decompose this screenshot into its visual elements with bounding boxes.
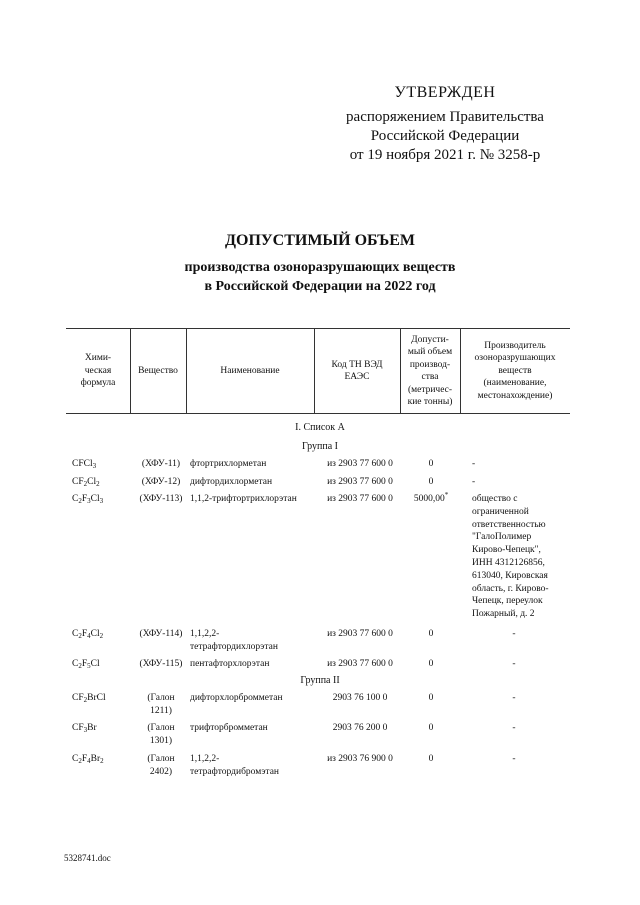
hs-code: из 2903 77 600 0 <box>327 477 393 487</box>
hs-code: из 2903 77 600 0 <box>327 659 393 669</box>
producer: - <box>472 459 476 469</box>
header-producer <box>460 329 570 413</box>
producer: - <box>512 629 516 639</box>
substance-name: 1,1,2-трифтортрихлорэтан <box>190 494 297 504</box>
substance-name: пентафторхлорэтан <box>190 659 270 669</box>
producer: - <box>512 693 516 703</box>
substance: (ХФУ-114) <box>139 629 183 639</box>
hs-code: из 2903 77 600 0 <box>327 494 393 504</box>
substance-name: дифторхлорбромметан <box>190 693 283 703</box>
header-name <box>186 329 314 413</box>
header-formula-text: Хими- ческая формула <box>80 353 116 389</box>
formula: $C_2F_5Cl$ <box>72 659 100 670</box>
hs-code: из 2903 76 900 0 <box>327 754 393 764</box>
header-name-text: Наименование <box>220 365 280 376</box>
document-subtitle-line-1: производства озоноразрушающих веществ <box>184 260 456 275</box>
volume: 5000,00* <box>413 490 449 504</box>
substance: (ХФУ-113) <box>139 494 183 504</box>
table-header <box>66 328 570 414</box>
substance-name: фтортрихлорметан <box>190 459 267 469</box>
producer: - <box>512 754 516 764</box>
volume-footnote-mark: * <box>444 490 449 499</box>
approval-line-3: от 19 ноября 2021 г. № 3258-р <box>349 147 541 163</box>
document-subtitle-line-2: в Российской Федерации на 2022 год <box>204 279 436 294</box>
file-name: 5328741.doc <box>64 853 111 863</box>
volume: 0 <box>428 477 434 487</box>
producer: общество с ограниченной ответственностью "ГалоПолимер Кирово-Чепецк", ИНН 4312126856, 613040, Кировская область, г. Кирово- Чепецк, переулок Пожарный, д. 2 <box>472 494 549 620</box>
substance: (ХФУ-11) <box>141 459 181 469</box>
approval-block <box>330 84 560 165</box>
header-code <box>314 329 400 413</box>
group-2-title: Группа II <box>300 675 340 686</box>
substance: (ХФУ-115) <box>139 659 183 669</box>
header-volume <box>400 329 460 413</box>
substance: (Галон 2402) <box>147 754 175 777</box>
header-code-text: Код ТН ВЭД ЕАЭС <box>331 359 383 382</box>
volume: 0 <box>428 723 434 733</box>
document-subtitle <box>0 258 640 296</box>
producer: - <box>512 723 516 733</box>
producer: - <box>472 477 476 487</box>
substance-name: 1,1,2,2- тетрафтордихлорэтан <box>190 629 278 652</box>
formula: $C_2F_4Cl_2$ <box>72 629 104 640</box>
header-producer-text: Производитель озоноразрушающих веществ (наименование, местонахождение) <box>474 340 556 401</box>
substance: (Галон 1211) <box>147 693 175 716</box>
hs-code: из 2903 77 600 0 <box>327 629 393 639</box>
list-title: I. Список А <box>295 422 345 433</box>
approval-line-2: Российской Федерации <box>370 128 520 144</box>
hs-code: 2903 76 100 0 <box>332 693 388 703</box>
header-substance-text: Вещество <box>138 365 178 376</box>
header-substance <box>130 329 186 413</box>
formula: $CF_2BrCl$ <box>72 693 106 704</box>
approval-line-1: распоряжением Правительства <box>346 109 544 125</box>
hs-code: 2903 76 200 0 <box>332 723 388 733</box>
producer: - <box>512 659 516 669</box>
formula: $C_2F_4Br_2$ <box>72 754 104 765</box>
document-title: ДОПУСТИМЫЙ ОБЪЕМ <box>225 232 415 249</box>
substance-name: дифтордихлорметан <box>190 477 273 487</box>
formula: CFCl$_3$ <box>72 459 97 470</box>
header-formula <box>66 329 130 413</box>
volume: 0 <box>428 693 434 703</box>
substance: (Галон 1301) <box>147 723 175 746</box>
volume: 0 <box>428 754 434 764</box>
substance-name: трифторбромметан <box>190 723 268 733</box>
volume: 0 <box>428 659 434 669</box>
formula: $CF_2Cl_2$ <box>72 477 100 488</box>
formula: $C_2F_3Cl_3$ <box>72 494 104 505</box>
header-volume-text: Допусти- мый объем производ- ства (метричес- кие тонны) <box>407 334 453 407</box>
approval-title: УТВЕРЖДЕН <box>394 84 496 101</box>
hs-code: из 2903 77 600 0 <box>327 459 393 469</box>
substance-name: 1,1,2,2- тетрафтордибромэтан <box>190 754 280 777</box>
group-1-title: Группа I <box>302 441 338 452</box>
volume: 0 <box>428 629 434 639</box>
formula: $CF_3Br$ <box>72 723 97 734</box>
volume: 0 <box>428 459 434 469</box>
substance: (ХФУ-12) <box>141 477 181 487</box>
